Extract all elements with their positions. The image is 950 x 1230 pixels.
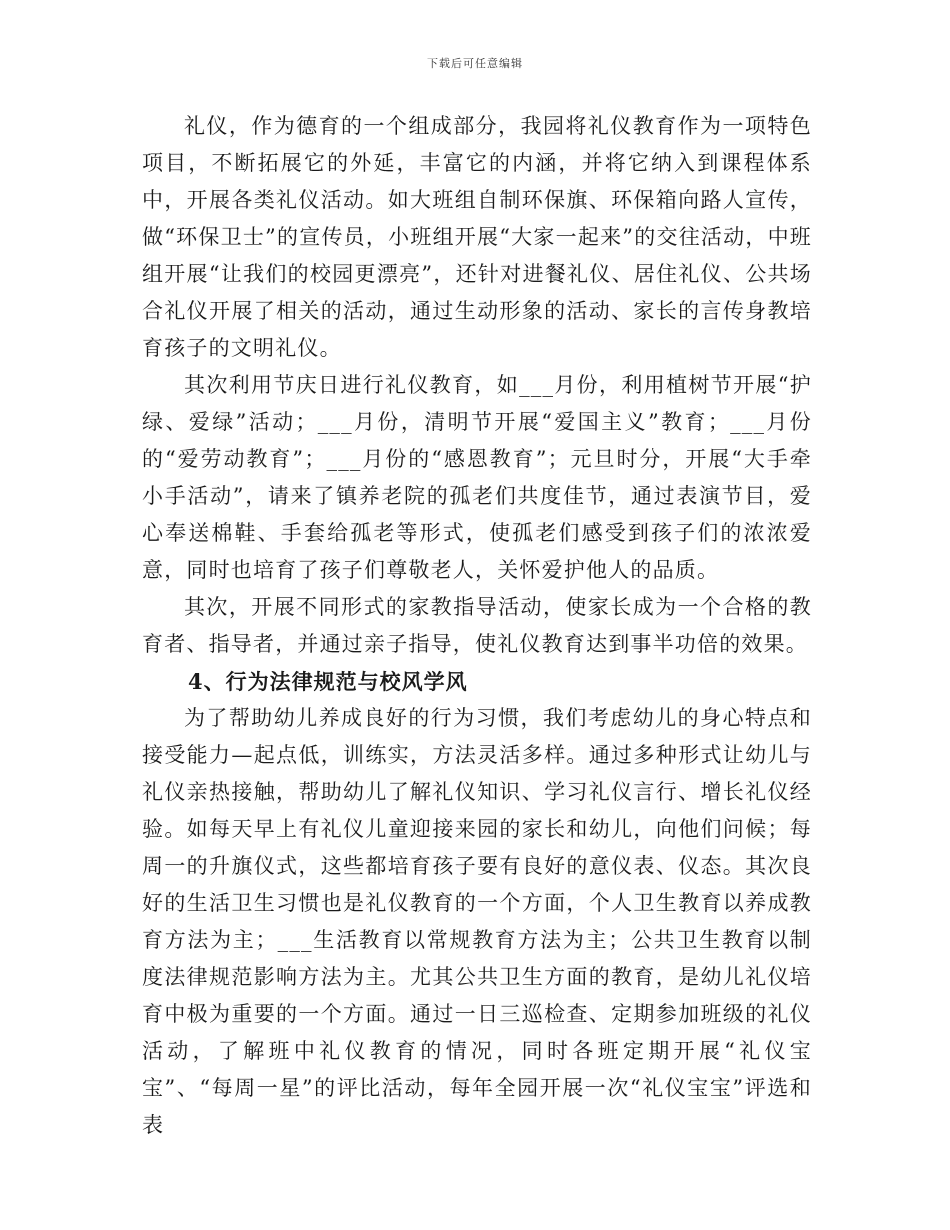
section-heading: 4、行为法律规范与校风学风 bbox=[188, 669, 468, 694]
page-header: 下载后可任意编辑 bbox=[427, 57, 523, 70]
document-body bbox=[142, 108, 812, 1144]
paragraph-behavior-habits: 为了帮助幼儿养成良好的行为习惯，我们考虑幼儿的身心特点和接受能力—起点低，训练实，方法灵活多样。通过多种形式让幼儿与礼仪亲热接触，帮助幼儿了解礼仪知识、学习礼仪言行、增长礼仪经验。如每天早上有礼仪儿童迎接来园的家长和幼儿，向他们问候；每周一的升旗仪式，这些都培育孩子要有良好的意仪表、仪态。其次良好的生活卫生习惯也是礼仪教育的一个方面，个人卫生教育以养成教育方法为主；___生活教育以常规教育方法为主；公共卫生教育以制度法律规范影响方法为主。尤其公共卫生方面的教育，是幼儿礼仪培育中极为重要的一个方面。通过一日三巡检查、定期参加班级的礼仪活动，了解班中礼仪教育的情况，同时各班定期开展“礼仪宝宝”、“每周一星”的评比活动，每年全园开展一次“礼仪宝宝”评选和表 bbox=[142, 706, 812, 1137]
paragraph-festival-education: 其次利用节庆日进行礼仪教育，如___月份，利用植树节开展“护绿、爱绿”活动；___月份，清明节开展“爱国主义”教育；___月份的“爱劳动教育”；___月份的“感恩教育”；元旦时分，开展“大手牵小手活动”，请来了镇养老院的孤老们共度佳节，通过表演节目，爱心奉送棉鞋、手套给孤老等形式，使孤老们感受到孩子们的浓浓爱意，同时也培育了孩子们尊敬老人，关怀爱护他人的品质。 bbox=[142, 373, 812, 582]
paragraph-etiquette-intro: 礼仪，作为德育的一个组成部分，我园将礼仪教育作为一项特色项目，不断拓展它的外延，丰富它的内涵，并将它纳入到课程体系中，开展各类礼仪活动。如大班组自制环保旗、环保箱向路人宣传，做“环保卫士”的宣传员，小班组开展“大家一起来”的交往活动，中班组开展“让我们的校园更漂亮”，还针对进餐礼仪、居住礼仪、公共场合礼仪开展了相关的活动，通过生动形象的活动、家长的言传身教培育孩子的文明礼仪。 bbox=[142, 114, 812, 360]
paragraph-family-guidance: 其次，开展不同形式的家教指导活动，使家长成为一个合格的教育者、指导者，并通过亲子指导，使礼仪教育达到事半功倍的效果。 bbox=[142, 595, 812, 656]
